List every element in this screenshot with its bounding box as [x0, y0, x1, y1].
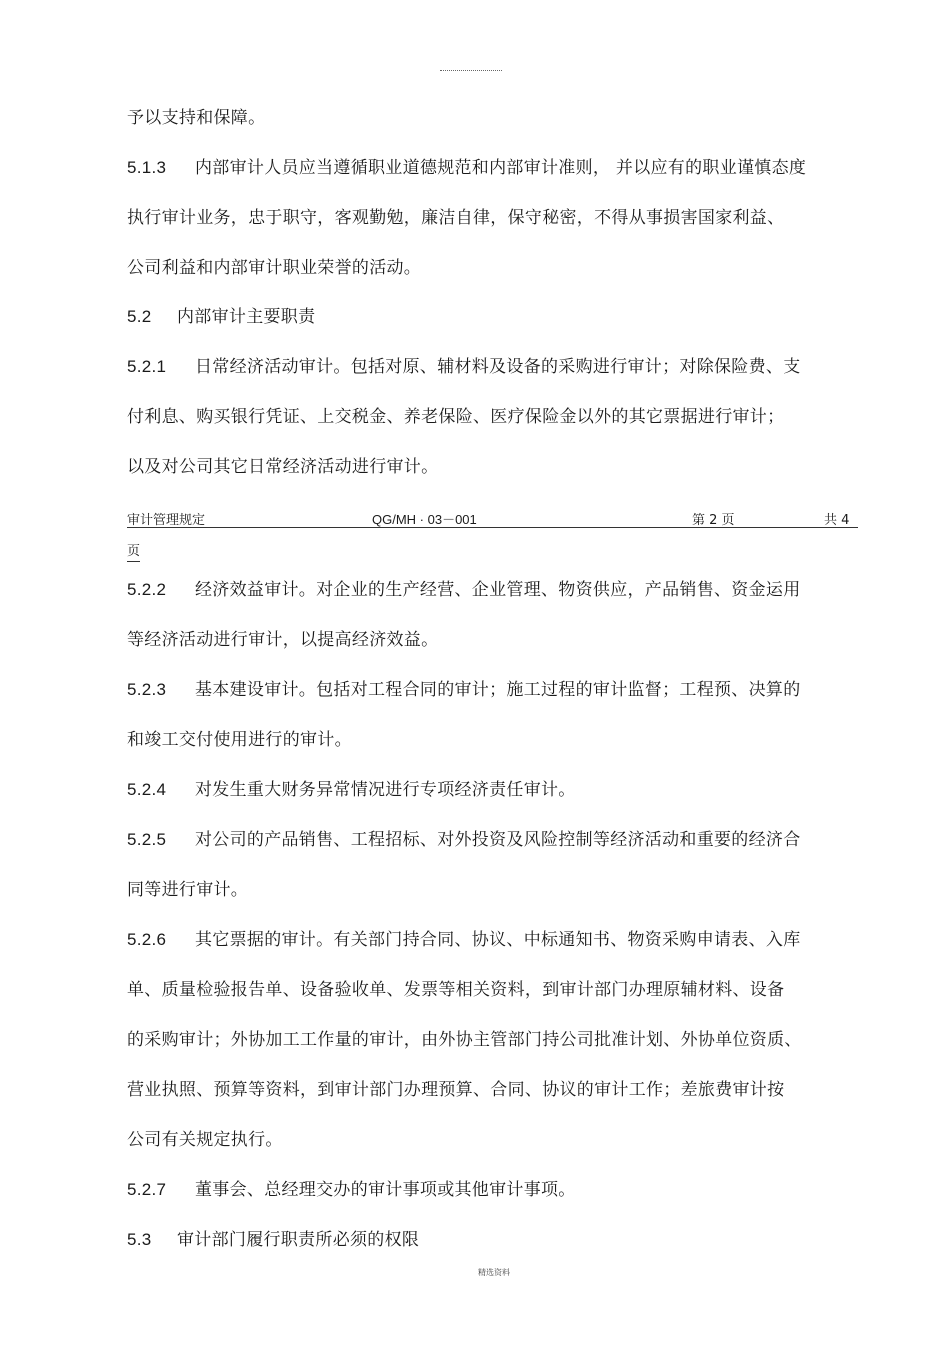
body-line: 公司利益和内部审计职业荣誉的活动。 — [127, 258, 422, 278]
page-watermark-text: 精选资料 — [478, 1268, 510, 1277]
clause-number: 5.3 — [127, 1230, 152, 1249]
body-line: 公司有关规定执行。 — [127, 1130, 283, 1150]
clause-5-2-1: 5.2.1 日常经济活动审计。包括对原、辅材料及设备的采购进行审计；对除保险费、支 — [127, 357, 801, 377]
clause-5-2-5: 5.2.5 对公司的产品销售、工程招标、对外投资及风险控制等经济活动和重要的经济合 — [127, 830, 801, 850]
footer-doc-code: QG/MH · 03－001 — [372, 512, 477, 527]
section-5-3-heading: 5.3 审计部门履行职责所必须的权限 — [127, 1230, 420, 1250]
footer-doc-title: 审计管理规定 — [127, 513, 206, 528]
clause-number: 5.2.5 — [127, 830, 167, 849]
clause-5-2-6: 5.2.6 其它票据的审计。有关部门持合同、协议、中标通知书、物资采购申请表、入库 — [127, 930, 801, 950]
clause-number: 5.2 — [127, 307, 152, 326]
body-line: 单、质量检验报告单、设备验收单、发票等相关资料，到审计部门办理原辅材料、设备 — [127, 980, 785, 1000]
body-line: 和竣工交付使用进行的审计。 — [127, 730, 352, 750]
clause-5-2-2: 5.2.2 经济效益审计。对企业的生产经营、企业管理、物资供应，产品销售、资金运用 — [127, 580, 801, 600]
clause-5-2-4: 5.2.4 对发生重大财务异常情况进行专项经济责任审计。 — [127, 780, 576, 800]
footer-page-number: 第 2 页 — [692, 513, 735, 528]
section-5-2-heading: 5.2 内部审计主要职责 — [127, 307, 316, 327]
clause-number: 5.2.2 — [127, 580, 167, 599]
body-line: 付利息、购买银行凭证、上交税金、养老保险、医疗保险金以外的其它票据进行审计； — [127, 407, 785, 427]
header-dotted-rule — [440, 70, 502, 71]
clause-5-2-3: 5.2.3 基本建设审计。包括对工程合同的审计；施工过程的审计监督；工程预、决算的 — [127, 680, 801, 700]
clause-5-1-3: 5.1.3 内部审计人员应当遵循职业道德规范和内部审计准则， 并以应有的职业谨慎态度 — [127, 158, 807, 178]
body-line: 营业执照、预算等资料，到审计部门办理预算、合同、协议的审计工作；差旅费审计按 — [127, 1080, 785, 1100]
clause-number: 5.2.3 — [127, 680, 167, 699]
body-line: 等经济活动进行审计，以提高经济效益。 — [127, 630, 439, 650]
clause-number: 5.1.3 — [127, 158, 167, 177]
body-line: 予以支持和保障。 — [127, 108, 266, 128]
clause-number: 5.2.1 — [127, 357, 167, 376]
footer-total-pages-suffix: 页 — [127, 543, 140, 562]
body-line: 以及对公司其它日常经济活动进行审计。 — [127, 457, 439, 477]
clause-number: 5.2.7 — [127, 1180, 167, 1199]
clause-number: 5.2.6 — [127, 930, 167, 949]
body-line: 同等进行审计。 — [127, 880, 249, 900]
footer-total-pages: 共 4 — [824, 513, 850, 528]
body-line: 的采购审计；外协加工工作量的审计，由外协主管部门持公司批准计划、外协单位资质、 — [127, 1030, 802, 1050]
body-line: 执行审计业务，忠于职守，客观勤勉，廉洁自律，保守秘密，不得从事损害国家利益、 — [127, 208, 785, 228]
clause-5-2-7: 5.2.7 董事会、总经理交办的审计事项或其他审计事项。 — [127, 1180, 576, 1200]
clause-number: 5.2.4 — [127, 780, 167, 799]
page-footer — [127, 507, 858, 528]
